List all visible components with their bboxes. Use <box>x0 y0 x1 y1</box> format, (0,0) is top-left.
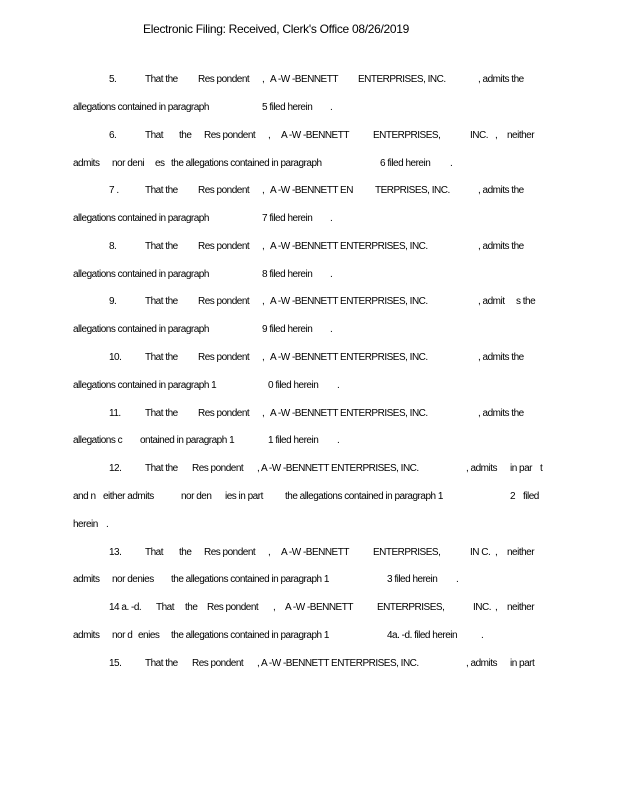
paragraph-number: 6. <box>109 130 117 141</box>
text-run: nor den <box>181 491 212 502</box>
text-run: That the <box>145 408 178 419</box>
text-run: A -W -BENNETT ENTERPRISES, INC. <box>270 408 428 419</box>
paragraph-number: 14 a. -d. <box>109 602 142 613</box>
text-run: A -W -BENNETT <box>281 130 349 141</box>
text-run: es <box>155 158 165 169</box>
text-run: ENTERPRISES, <box>377 602 445 613</box>
text-run: , <box>262 241 265 252</box>
text-run: , admits the <box>478 352 524 363</box>
text-run: , <box>495 602 498 613</box>
text-run: That the <box>145 185 178 196</box>
text-run: t <box>540 463 543 474</box>
text-run: . <box>330 102 333 113</box>
text-run: Res pondent <box>204 130 256 141</box>
text-run: . <box>337 380 340 391</box>
text-run: That the <box>145 241 178 252</box>
text-run: neither <box>507 130 535 141</box>
text-run: in par <box>510 463 533 474</box>
text-run: That <box>145 547 164 558</box>
text-run: Res pondent <box>198 185 250 196</box>
text-run: A -W -BENNETT ENTERPRISES, INC. <box>270 241 428 252</box>
text-run: filed <box>523 491 539 502</box>
paragraph-number: 9. <box>109 296 117 307</box>
text-run: , admits the <box>478 185 524 196</box>
text-run: admits <box>73 630 100 641</box>
text-run: A -W -BENNETT EN <box>270 185 353 196</box>
text-run: . <box>330 324 333 335</box>
text-run: 4a. -d. filed herein <box>387 630 458 641</box>
text-run: , admits <box>466 463 498 474</box>
text-run: neither <box>507 602 535 613</box>
text-run: That the <box>145 658 178 669</box>
text-run: ENTERPRISES, INC. <box>358 74 446 85</box>
text-run: ENTERPRISES, <box>373 130 441 141</box>
text-run: the <box>185 602 198 613</box>
text-run: That <box>145 130 164 141</box>
text-run: , admits the <box>478 408 524 419</box>
paragraph-number: 12. <box>109 463 122 474</box>
text-run: nor deni <box>112 158 145 169</box>
text-run: 2 <box>510 491 516 502</box>
paragraph-number: 10. <box>109 352 122 363</box>
text-run: 8 filed herein <box>262 269 313 280</box>
text-run: Res pondent <box>198 241 250 252</box>
text-run: INC. <box>470 130 488 141</box>
text-run: admits <box>73 158 100 169</box>
text-run: That the <box>145 463 178 474</box>
text-run: . <box>337 435 340 446</box>
text-run: Res pondent <box>207 602 259 613</box>
text-run: A -W -BENNETT ENTERPRISES, INC. <box>270 352 428 363</box>
text-run: the allegations contained in paragraph 1 <box>171 574 329 585</box>
text-run: A -W -BENNETT <box>270 74 338 85</box>
text-run: Res pondent <box>192 658 244 669</box>
text-run: in part <box>510 658 535 669</box>
text-run: IN C. <box>470 547 491 558</box>
text-run: ENTERPRISES, <box>373 547 441 558</box>
text-run: 0 filed herein <box>268 380 319 391</box>
text-run: , A -W -BENNETT ENTERPRISES, INC. <box>257 658 419 669</box>
text-run: , <box>262 352 265 363</box>
text-run: allegations contained in paragraph <box>73 269 209 280</box>
text-run: , admits the <box>478 241 524 252</box>
text-run: Res pondent <box>198 74 250 85</box>
text-run: . <box>481 630 484 641</box>
text-run: and n <box>73 491 96 502</box>
paragraph-number: 7 . <box>109 185 119 196</box>
text-run: herein <box>73 519 98 530</box>
text-run: Res pondent <box>198 296 250 307</box>
paragraph-number: 8. <box>109 241 117 252</box>
text-run: the <box>179 130 192 141</box>
paragraph-number: 11. <box>109 408 121 419</box>
text-run: , admits the <box>478 74 524 85</box>
text-run: ontained in paragraph 1 <box>140 435 235 446</box>
paragraph-number: 15. <box>109 658 122 669</box>
paragraph-number: 5. <box>109 74 117 85</box>
text-run: . <box>330 269 333 280</box>
text-run: , <box>273 602 276 613</box>
text-run: admits <box>73 574 100 585</box>
text-run: , admit <box>478 296 505 307</box>
text-run: A -W -BENNETT ENTERPRISES, INC. <box>270 296 428 307</box>
text-run: Res pondent <box>204 547 256 558</box>
text-run: either admits <box>103 491 154 502</box>
text-run: Res pondent <box>198 408 250 419</box>
text-run: ies in part <box>225 491 263 502</box>
electronic-filing-header: Electronic Filing: Received, Clerk's Office 08/26/2019 <box>143 22 410 36</box>
text-run: , admits <box>466 658 498 669</box>
text-run: INC. <box>473 602 491 613</box>
text-run: neither <box>507 547 535 558</box>
text-run: , <box>262 408 265 419</box>
text-run: 9 filed herein <box>262 324 313 335</box>
text-run: That the <box>145 296 178 307</box>
text-run: , <box>262 296 265 307</box>
text-run: the <box>179 547 192 558</box>
text-run: 6 filed herein <box>380 158 431 169</box>
text-run: . <box>330 213 333 224</box>
text-run: , <box>262 74 265 85</box>
text-run: . <box>106 519 109 530</box>
text-run: nor d <box>112 630 133 641</box>
text-run: allegations contained in paragraph <box>73 102 209 113</box>
text-run: TERPRISES, INC. <box>375 185 450 196</box>
text-run: enies <box>138 630 160 641</box>
text-run: allegations contained in paragraph <box>73 213 209 224</box>
text-run: Res pondent <box>192 463 244 474</box>
text-run: , <box>268 130 271 141</box>
text-run: 7 filed herein <box>262 213 313 224</box>
text-run: Res pondent <box>198 352 250 363</box>
text-run: . <box>456 574 459 585</box>
text-run: , <box>268 547 271 558</box>
text-run: 1 filed herein <box>268 435 319 446</box>
text-run: the allegations contained in paragraph <box>171 158 322 169</box>
text-run: nor denies <box>112 574 154 585</box>
text-run: That the <box>145 74 178 85</box>
text-run: 5 filed herein <box>262 102 313 113</box>
text-run: the allegations contained in paragraph 1 <box>285 491 443 502</box>
text-run: s the <box>516 296 536 307</box>
text-run: , <box>495 130 498 141</box>
text-run: allegations contained in paragraph <box>73 324 209 335</box>
text-run: A -W -BENNETT <box>281 547 349 558</box>
text-run: allegations c <box>73 435 123 446</box>
text-run: , A -W -BENNETT ENTERPRISES, INC. <box>257 463 419 474</box>
text-run: , <box>262 185 265 196</box>
paragraph-number: 13. <box>109 547 122 558</box>
text-run: the allegations contained in paragraph 1 <box>171 630 329 641</box>
text-run: That <box>156 602 175 613</box>
text-run: That the <box>145 352 178 363</box>
text-run: A -W -BENNETT <box>285 602 353 613</box>
text-run: 3 filed herein <box>387 574 438 585</box>
text-run: allegations contained in paragraph 1 <box>73 380 217 391</box>
text-run: . <box>450 158 453 169</box>
text-run: , <box>495 547 498 558</box>
